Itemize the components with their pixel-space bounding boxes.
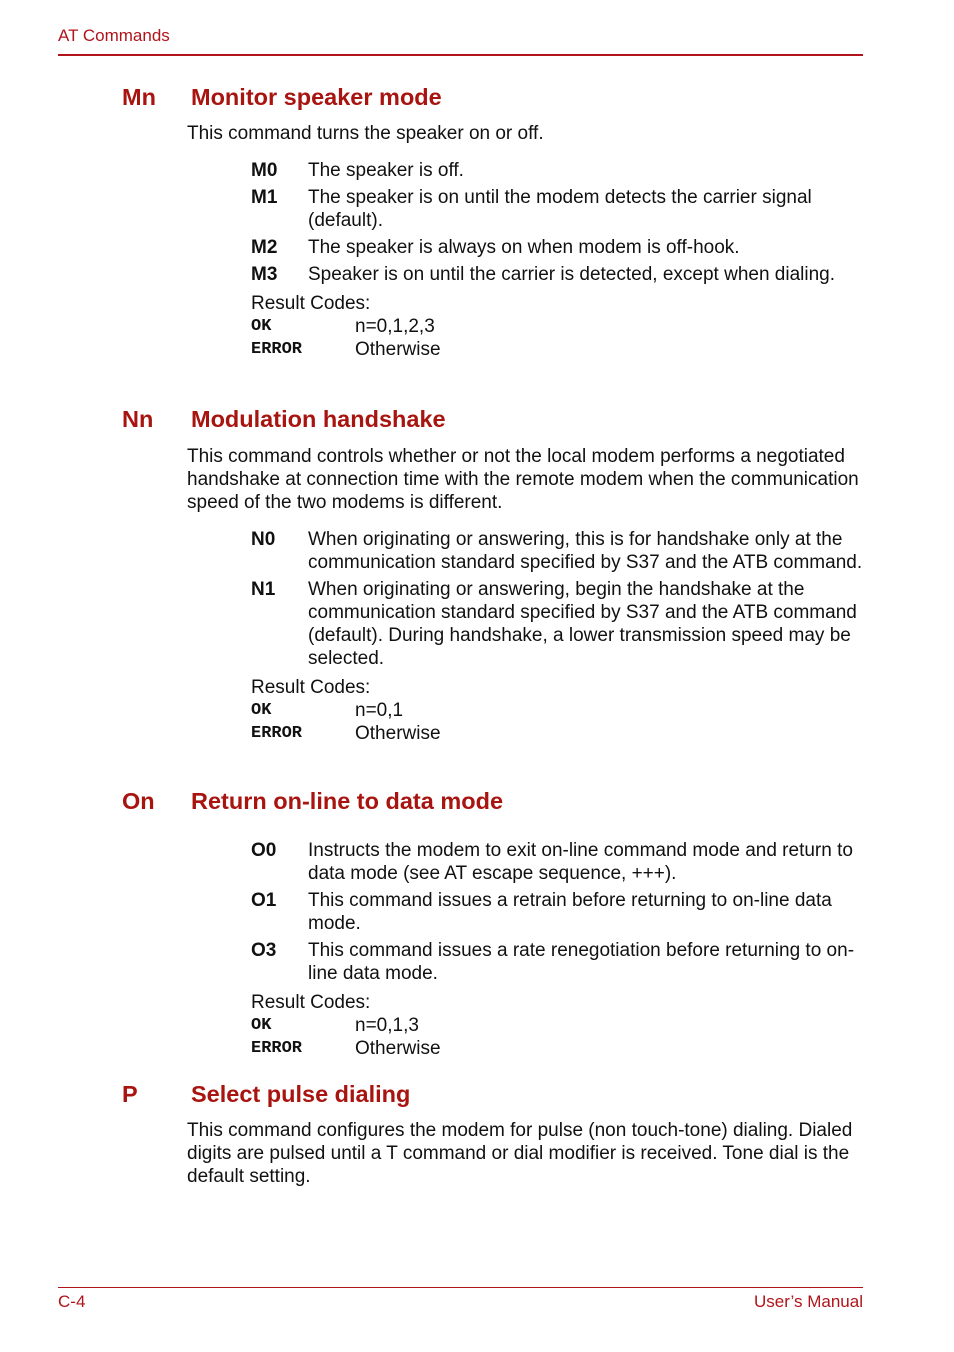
option-code: M3 — [251, 264, 278, 285]
option-text: Speaker is on until the carrier is detected, except when dialing. — [308, 264, 836, 285]
result-value: Otherwise — [355, 1038, 441, 1059]
result-code: OK — [251, 1016, 272, 1035]
page-number: C-4 — [58, 1292, 86, 1311]
section-description: This command controls whether or not the local modem performs a negotiated handshake at connection time with the remote modem when the communication speed of the two modems is different. — [187, 446, 859, 513]
command-code: Mn — [122, 84, 156, 110]
result-row — [251, 1014, 954, 1037]
option-item — [251, 939, 863, 985]
option-text: When originating or answering, begin the handshake at the communication standard specified by S37 and the ATB command (default). During handshake, a lower transmission speed may be selected. — [308, 579, 857, 669]
result-value: n=0,1 — [355, 700, 404, 721]
result-codes — [251, 676, 954, 745]
section-title: Monitor speaker mode — [191, 84, 442, 110]
section-title: Modulation handshake — [191, 406, 446, 432]
running-header: AT Commands — [58, 26, 170, 45]
result-row — [251, 699, 954, 722]
option-code: M1 — [251, 187, 278, 208]
section-title: Select pulse dialing — [191, 1081, 411, 1107]
header-rule — [58, 54, 863, 56]
result-codes-label: Result Codes: — [251, 293, 371, 314]
result-code: ERROR — [251, 1039, 303, 1058]
section-heading — [0, 1081, 954, 1111]
option-item — [251, 263, 863, 286]
option-text: The speaker is on until the modem detects the carrier signal (default). — [308, 187, 812, 231]
result-row — [251, 1037, 954, 1060]
result-codes — [251, 292, 954, 361]
option-item — [251, 528, 863, 574]
result-codes — [251, 991, 954, 1060]
option-list — [251, 159, 863, 286]
result-codes-label: Result Codes: — [251, 992, 371, 1013]
command-code: Nn — [122, 406, 154, 432]
option-text: This command issues a rate renegotiation before returning to on-line data mode. — [308, 940, 855, 984]
footer-rule — [58, 1287, 863, 1288]
option-item — [251, 236, 863, 259]
option-code: M0 — [251, 160, 278, 181]
option-code: N1 — [251, 579, 276, 600]
option-item — [251, 889, 863, 935]
section-heading — [0, 788, 954, 818]
option-item — [251, 578, 863, 670]
option-code: O1 — [251, 890, 277, 911]
result-code: ERROR — [251, 340, 303, 359]
option-item — [251, 159, 863, 182]
result-value: n=0,1,3 — [355, 1015, 419, 1036]
option-text: When originating or answering, this is for handshake only at the communication standard specified by S37 and the ATB command. — [308, 529, 863, 573]
command-code: P — [122, 1081, 138, 1107]
section-nn — [0, 406, 954, 745]
section-title: Return on-line to data mode — [191, 788, 504, 814]
option-item — [251, 839, 863, 885]
result-code: ERROR — [251, 724, 303, 743]
result-row — [251, 315, 954, 338]
option-item — [251, 186, 863, 232]
option-code: O0 — [251, 840, 277, 861]
section-description: This command configures the modem for pulse (non touch-tone) dialing. Dialed digits are pulsed until a T command or dial modifier is received. Tone dial is the default setting. — [187, 1120, 853, 1187]
result-codes-label: Result Codes: — [251, 677, 371, 698]
section-heading — [0, 406, 954, 436]
option-text: Instructs the modem to exit on-line command mode and return to data mode (see AT escape sequence, +++). — [308, 840, 853, 884]
result-code: OK — [251, 701, 272, 720]
section-description: This command turns the speaker on or off. — [187, 123, 544, 144]
section-heading — [0, 84, 954, 114]
option-list — [251, 528, 863, 670]
option-code: O3 — [251, 940, 277, 961]
section-mn — [0, 84, 954, 361]
result-value: Otherwise — [355, 723, 441, 744]
result-value: Otherwise — [355, 339, 441, 360]
manual-title: User’s Manual — [754, 1292, 863, 1311]
option-code: M2 — [251, 237, 278, 258]
option-code: N0 — [251, 529, 276, 550]
section-p — [0, 1081, 954, 1188]
command-code: On — [122, 788, 155, 814]
section-on — [0, 788, 954, 1060]
option-text: This command issues a retrain before returning to on-line data mode. — [308, 890, 832, 934]
result-code: OK — [251, 317, 272, 336]
option-list — [251, 839, 863, 985]
option-text: The speaker is always on when modem is off-hook. — [308, 237, 740, 258]
option-text: The speaker is off. — [308, 160, 464, 181]
result-value: n=0,1,2,3 — [355, 316, 435, 337]
result-row — [251, 338, 954, 361]
result-row — [251, 722, 954, 745]
